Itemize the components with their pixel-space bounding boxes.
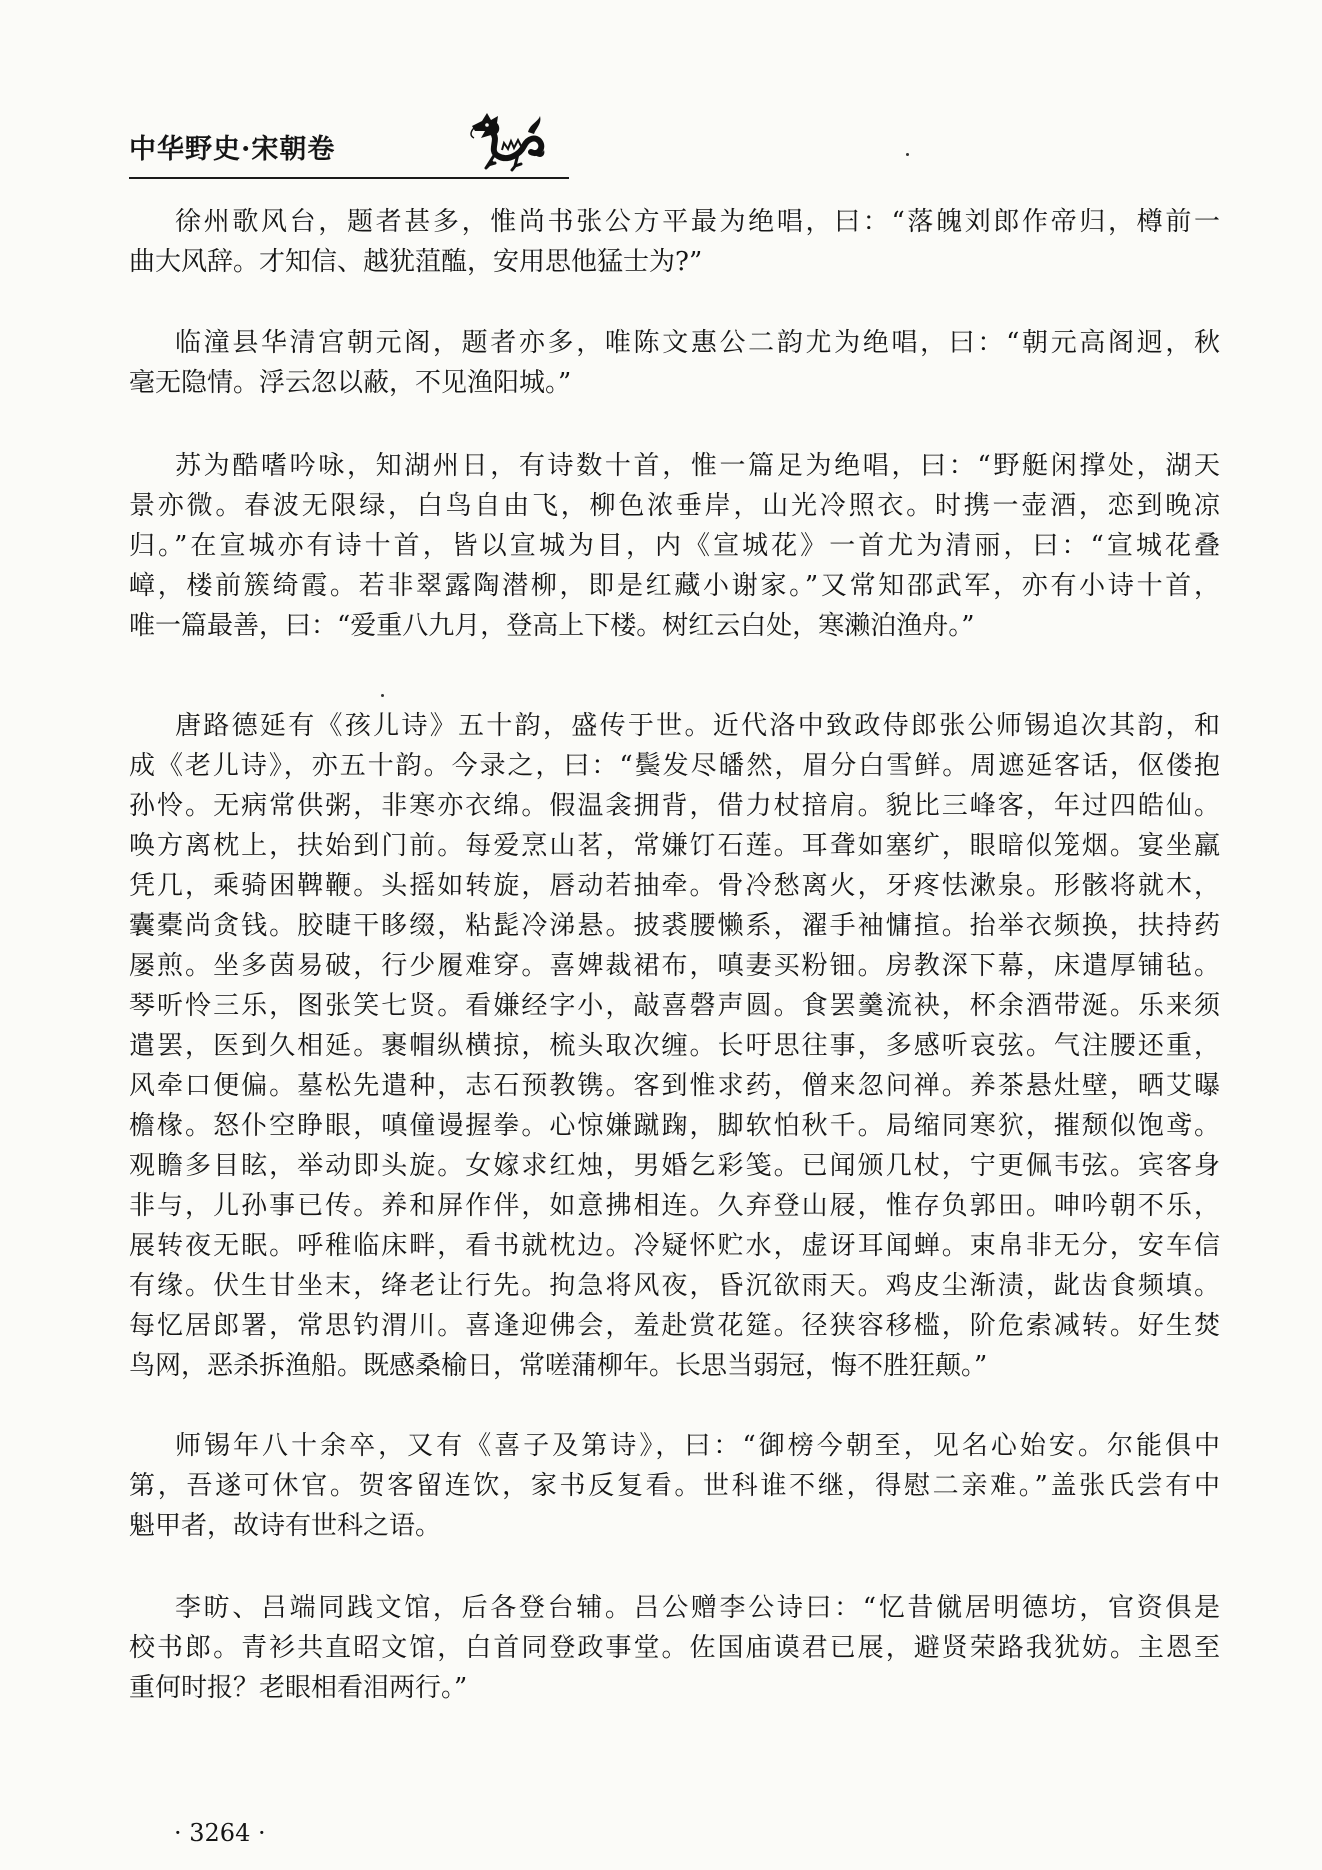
text-line: 非与，儿孙事已传。养和屏作伴，如意拂相连。久弃登山屐，惟存负郭田。呻吟朝不乐，: [129, 1191, 1220, 1221]
text-line: 魁甲者，故诗有世科之语。: [129, 1511, 442, 1541]
paragraph: [129, 1426, 1220, 1546]
text-line: 琴听怜三乐，图张笑七贤。看嫌经字小，敲喜磬声圆。食罢羹流袂，杯余酒带涎。乐来须: [129, 991, 1220, 1021]
text-line: 师锡年八十余卒，又有《喜子及第诗》，曰：“御榜今朝至，见名心始安。尔能俱中: [175, 1431, 1220, 1461]
text-line: 成《老儿诗》，亦五十韵。今录之，曰：“鬓发尽皤然，眉分白雪鲜。周遮延客话，伛偻抱: [129, 751, 1220, 781]
text-line: 嶂，楼前簇绮霞。若非翠露陶潜柳，即是红藏小谢家。”又常知邵武军，亦有小诗十首，: [129, 571, 1220, 601]
text-line: 檐椽。怒仆空睁眼，嗔僮谩握拳。心惊嫌蹴踘，脚软怕秋千。局缩同寒狖，摧颓似饱鸢。: [129, 1111, 1220, 1141]
text-line: 有缘。伏生甘坐末，绛老让行先。拘急将风夜，昏沉欲雨天。鸡皮尘渐渍，龀齿食频填。: [129, 1271, 1220, 1301]
text-line: 观瞻多目眩，举动即头旋。女嫁求红烛，男婚乞彩笺。已闻颁几杖，宁更佩韦弦。宾客身: [129, 1151, 1220, 1181]
paragraph: [129, 202, 1220, 282]
dragon-icon: [468, 110, 548, 172]
paragraph: [129, 446, 1220, 646]
running-header-title: 中华野史·宋朝卷: [129, 134, 336, 165]
text-line: 苏为酷嗜吟咏，知湖州日，有诗数十首，惟一篇足为绝唱，曰：“野艇闲撑处，湖天: [175, 451, 1220, 481]
scan-speck: [906, 153, 909, 156]
text-line: 校书郎。青衫共直昭文馆，白首同登政事堂。佐国庙谟君已展，避贤荣路我犹妨。主恩至: [129, 1633, 1220, 1663]
text-line: 唤方离枕上，扶始到门前。每爱烹山茗，常嫌饤石莲。耳聋如塞纩，眼暗似笼烟。宴坐羸: [129, 831, 1220, 861]
paragraph: [129, 706, 1220, 1386]
text-line: 曲大风辞。才知信、越犹菹醢，安用思他猛士为?”: [129, 247, 703, 277]
text-line: 唐路德延有《孩儿诗》五十韵，盛传于世。近代洛中致政侍郎张公师锡追次其韵，和: [175, 711, 1220, 741]
text-line: 鸟网，恶杀拆渔船。既感桑榆日，常嗟蒲柳年。长思当弱冠，悔不胜狂颠。”: [129, 1351, 988, 1381]
text-line: 第，吾遂可休官。贺客留连饮，家书反复看。世科谁不继，得慰二亲难。”盖张氏尝有中: [129, 1471, 1220, 1501]
text-line: 景亦微。春波无限绿，白鸟自由飞，柳色浓垂岸，山光冷照衣。时携一壶酒，恋到晚凉: [129, 491, 1220, 521]
text-line: 归。”在宣城亦有诗十首，皆以宣城为目，内《宣城花》一首尤为清丽，曰：“宣城花叠: [129, 531, 1220, 561]
text-line: 孙怜。无病常供粥，非寒亦衣绵。假温衾拥背，借力杖揞肩。貌比三峰客，年过四皓仙。: [129, 791, 1220, 821]
header-rule: [129, 177, 569, 179]
text-line: 每忆居郎署，常思钓渭川。喜逢迎佛会，羞赴赏花筵。径狭容移槛，阶危索减转。好生焚: [129, 1311, 1220, 1341]
text-line: 囊橐尚贪钱。胶睫干眵缀，粘髭冷涕悬。披裘腰懒系，濯手袖慵揎。抬举衣频换，扶持药: [129, 911, 1220, 941]
text-line: 毫无隐情。浮云忽以蔽，不见渔阳城。”: [129, 368, 572, 398]
text-line: 李昉、吕端同践文馆，后各登台辅。吕公赠李公诗曰：“忆昔僦居明德坊，官资俱是: [175, 1593, 1220, 1623]
text-line: 风牵口便偏。墓松先遣种，志石预教镌。客到惟求药，僧来忽问禅。养茶悬灶壁，晒艾曝: [129, 1071, 1220, 1101]
text-line: 凭几，乘骑困鞞鞭。头摇如转旋，唇动若抽牵。骨冷愁离火，牙疼怯漱泉。形骸将就木，: [129, 871, 1220, 901]
text-line: 临潼县华清宫朝元阁，题者亦多，唯陈文惠公二韵尤为绝唱，曰：“朝元高阁迥，秋: [175, 328, 1220, 358]
text-line: 重何时报？老眼相看泪两行。”: [129, 1673, 468, 1703]
scan-speck: [381, 694, 384, 697]
text-line: 唯一篇最善，曰：“爱重八九月，登高上下楼。树红云白处，寒濑泊渔舟。”: [129, 611, 975, 641]
paragraph: [129, 323, 1220, 403]
paragraph: [129, 1588, 1220, 1708]
page-number: · 3264 ·: [174, 1819, 266, 1847]
text-line: 徐州歌风台，题者甚多，惟尚书张公方平最为绝唱，曰：“落魄刘郎作帝归，樽前一: [175, 207, 1220, 237]
text-line: 遣罢，医到久相延。裹帽纵横掠，梳头取次缠。长吁思往事，多感听哀弦。气注腰还重，: [129, 1031, 1220, 1061]
text-line: 屡煎。坐多茵易破，行少履难穿。喜婢裁裙布，嗔妻买粉钿。房教深下幕，床遣厚铺毡。: [129, 951, 1220, 981]
text-line: 展转夜无眠。呼稚临床畔，看书就枕边。冷疑怀贮水，虚讶耳闻蝉。束帛非无分，安车信: [129, 1231, 1220, 1261]
